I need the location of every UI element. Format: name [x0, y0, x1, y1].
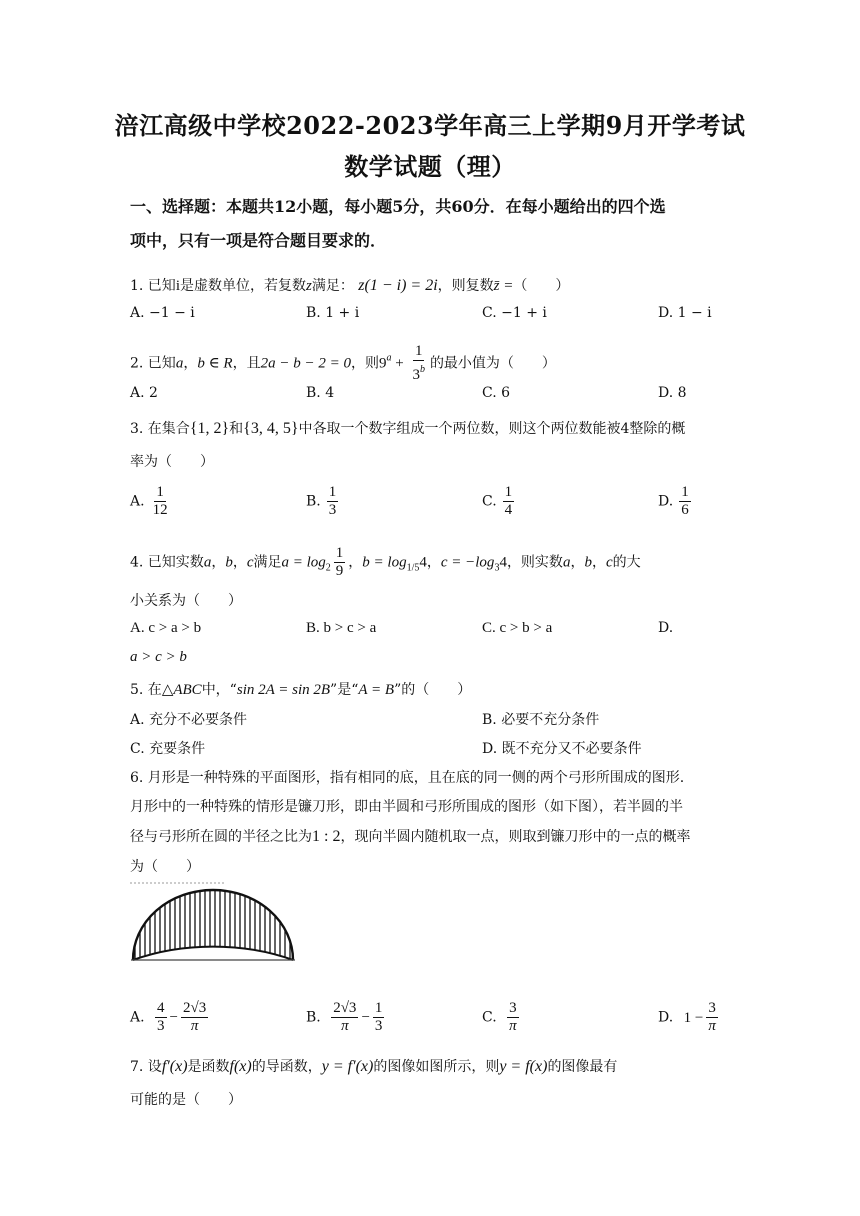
question-6-line1: 6. 月形是一种特殊的平面图形，指有相同的底，且在底的同一侧的两个弓形所围成的图形. [130, 770, 685, 786]
q4-option-a[interactable]: A. c > a > b [130, 620, 202, 636]
q2-option-c[interactable]: C. 6 [482, 385, 511, 401]
q2-option-b[interactable]: B. 4 [306, 385, 335, 401]
q2-base: 9 [378, 355, 387, 372]
q3-option-b-frac [327, 484, 339, 519]
question-3-line1 [130, 418, 685, 438]
q3-option-c-frac [503, 484, 515, 519]
q4-b2: b [584, 554, 592, 571]
q4-c2: c [605, 554, 613, 571]
q5-text-a: 5. 在 [130, 682, 162, 698]
q6-a-minus: − [169, 1009, 178, 1026]
q5-text-c: ”是“ [330, 682, 359, 698]
q4-eq-a-num: 1 [335, 545, 344, 561]
q4-eq-a-den: 9 [335, 563, 344, 579]
q6-c-d1: π [509, 1018, 517, 1034]
q6-option-d-label: D. [658, 1009, 674, 1026]
q2-frac-den-exp: b [419, 364, 425, 375]
q5-triangle: △ABC [161, 682, 202, 698]
q3-option-c[interactable] [482, 484, 517, 519]
q4-sep6: ， [591, 554, 606, 571]
q6-b-n2: 1 [374, 1000, 383, 1016]
q5-eq1: sin 2A = sin 2B [236, 682, 331, 698]
q6-option-c-label: C. [482, 1009, 497, 1026]
q6-c-n1: 3 [509, 1000, 517, 1016]
question-4-line1 [130, 545, 641, 580]
q3-option-a-frac [151, 484, 170, 519]
q2-text-b: ，且 [232, 355, 261, 372]
q2-frac-den-base: 3 [412, 367, 420, 383]
q7-fprime: f′(x) [161, 1058, 188, 1075]
q4-option-b[interactable]: B. b > c > a [306, 620, 377, 636]
q1-text-c: 满足： [311, 278, 354, 294]
q3-set1: {1, 2} [189, 420, 230, 437]
question-7-line2: 可能的是（ ） [130, 1092, 242, 1108]
q4-a: a [203, 554, 212, 571]
q4-sep4: ， [426, 554, 441, 571]
q6-option-c[interactable] [482, 1000, 522, 1035]
q7-text-b: 是函数 [187, 1059, 230, 1075]
q3-set2: {3, 4, 5} [243, 420, 299, 437]
hatching [135, 880, 290, 970]
q7-text-d: 的图像如图所示，则 [373, 1059, 500, 1075]
q7-eq1: y = f′(x) [321, 1058, 374, 1075]
q1-text-d: ，则复数 [437, 278, 494, 294]
q4-text-b: 满足 [253, 554, 282, 571]
q6-a-frac2 [181, 1000, 208, 1035]
q3-a-num: 1 [156, 484, 164, 500]
q6-c-frac [507, 1000, 519, 1035]
q4-eq-b-arg: 4 [419, 554, 427, 571]
q4-eq-b-sub: 1/5 [406, 562, 420, 574]
question-7-line1 [130, 1056, 617, 1076]
q6-a-d2: π [190, 1018, 199, 1034]
q3-option-d-label: D. [658, 493, 674, 510]
q1-option-d[interactable]: D. 1 − i [658, 305, 712, 321]
q1-zbar: z̄ = [493, 278, 514, 294]
q6-line3-a: 径与弓形所在圆的半径之比为 [130, 829, 312, 845]
q6-b-d1: π [341, 1018, 349, 1034]
q1-option-a[interactable]: A. −1 − i [130, 305, 195, 321]
q6-line3-b: ，现向半圆内随机取一点，则取到镰刀形中的一点的概率 [340, 829, 691, 845]
q6-b-d2: 3 [374, 1018, 383, 1034]
q1-option-c[interactable]: C. −1 + i [482, 305, 547, 321]
q2-fraction [410, 343, 427, 384]
q4-text-d: 的大 [612, 554, 641, 571]
q5-option-d[interactable]: D. 既不充分又不必要条件 [482, 741, 642, 757]
q6-a-n2: 2√3 [182, 1000, 207, 1016]
q5-option-b[interactable]: B. 必要不充分条件 [482, 712, 600, 728]
q6-option-d[interactable] [658, 1000, 721, 1035]
q4-eq-a-frac [334, 545, 346, 580]
q3-text-b: 和 [229, 421, 244, 437]
exam-title: 涪江高级中学校2022-2023学年高三上学期9月开学考试 [114, 111, 746, 140]
question-4-line2: 小关系为（ ） [130, 593, 242, 609]
q6-d-n1: 3 [708, 1000, 716, 1016]
q4-option-c[interactable]: C. c > b > a [482, 620, 553, 636]
question-6-line3 [130, 826, 690, 846]
q6-b-minus: − [361, 1009, 370, 1026]
q7-text-c: 的导函数， [251, 1059, 322, 1075]
q4-option-d-content[interactable]: a > c > b [130, 649, 187, 665]
q1-option-b[interactable]: B. 1 + i [306, 305, 360, 321]
q2-text-a: 2. 已知 [130, 355, 176, 372]
q3-b-num: 1 [328, 484, 337, 500]
q3-d-den: 6 [681, 502, 689, 518]
question-3-line2: 率为（ ） [130, 454, 214, 470]
q4-eq-c-sub: 3 [494, 562, 500, 574]
q3-option-a[interactable] [130, 484, 173, 519]
section-heading-line2: 项中，只有一项是符合题目要求的． [130, 231, 387, 250]
question-2 [130, 343, 556, 384]
q2-paren: （ ） [499, 355, 556, 372]
q6-option-b-label: B. [306, 1009, 321, 1026]
q4-sep5: ， [570, 554, 585, 571]
q5-option-c[interactable]: C. 充要条件 [130, 741, 206, 757]
q4-text-a: 4. 已知实数 [130, 554, 204, 571]
q5-text-d: ”的（ ） [394, 682, 472, 698]
section-heading-line1: 一、选择题：本题共12小题，每小题5分，共60分．在每小题给出的四个选 [130, 197, 666, 216]
question-6-line4: 为（ ） [130, 859, 200, 875]
q1-paren: （ ） [513, 278, 570, 294]
q6-option-b[interactable] [306, 1000, 387, 1035]
q3-c-den: 4 [504, 502, 513, 518]
q2-exp: a [386, 352, 392, 364]
q6-option-a-label: A. [130, 1009, 145, 1026]
q3-option-b-label: B. [306, 493, 321, 510]
q2-b: b ∈ R [197, 355, 233, 372]
q1-text-b: 是虚数单位，若复数 [179, 278, 306, 294]
q6-a-n1: 4 [157, 1000, 165, 1016]
q3-option-b[interactable] [306, 484, 341, 519]
q4-eq-b: b = log [362, 554, 407, 571]
q5-option-a[interactable]: A. 充分不必要条件 [130, 712, 248, 728]
q3-b-den: 3 [328, 502, 337, 518]
q4-eq-a-sub: 2 [325, 562, 331, 574]
q4-sep2: ， [232, 554, 247, 571]
q6-d-pre: 1 − [683, 1009, 704, 1026]
q6-b-frac2 [373, 1000, 385, 1035]
q4-eq-a: a = log [281, 554, 326, 571]
q7-f: f(x) [229, 1058, 252, 1075]
q2-a: a [175, 355, 184, 372]
q4-eq-c-arg: 4 [499, 554, 507, 571]
q6-b-n1: 2√3 [333, 1000, 357, 1016]
q1-text-a: 1. 已知 [130, 278, 176, 294]
q3-text-c: 中各取一个数字组成一个两位数，则这个两位数能被4整除的概 [298, 421, 686, 437]
q1-z: z [305, 278, 312, 294]
q3-option-c-label: C. [482, 493, 497, 510]
q3-c-num: 1 [504, 484, 513, 500]
q2-text-c: ，则 [350, 355, 379, 372]
q7-text-e: 的图像最有 [547, 1059, 618, 1075]
sickle-figure [128, 880, 298, 976]
q6-d-d1: π [708, 1018, 716, 1034]
q4-eq-c: c = −log [440, 554, 495, 571]
q6-b-frac1 [331, 1000, 358, 1035]
q2-frac-den [410, 361, 427, 384]
q4-c: c [246, 554, 254, 571]
q1-equation: z(1 − i) = 2i [358, 277, 438, 294]
q2-option-a[interactable]: A. 2 [130, 385, 158, 401]
q3-option-a-label: A. [130, 493, 145, 510]
q7-text-a: 7. 设 [130, 1059, 162, 1075]
q2-plus: + [391, 355, 408, 372]
q4-sep1: ， [211, 554, 226, 571]
segment-arc [133, 947, 293, 960]
question-5 [130, 679, 471, 699]
q3-text-a: 3. 在集合 [130, 421, 190, 437]
q2-equation: 2a − b − 2 = 0 [260, 355, 351, 372]
question-6-line2: 月形中的一种特殊的情形是镰刀形，即由半圆和弓形所围成的图形（如下图），若半圆的半 [130, 799, 683, 815]
q3-option-d[interactable] [658, 484, 694, 519]
q1-i: i [175, 278, 180, 294]
q6-d-frac [706, 1000, 718, 1035]
q5-eq2: A = B [358, 682, 395, 698]
q6-option-a[interactable] [130, 1000, 211, 1035]
q3-option-d-frac [679, 484, 691, 519]
exam-subtitle: 数学试题（理） [344, 152, 516, 181]
q4-option-d[interactable]: D. [658, 620, 674, 636]
q2-sep: ， [183, 355, 198, 372]
q5-text-b: 中，“ [201, 682, 237, 698]
q6-a-d1: 3 [157, 1018, 165, 1034]
q3-a-den: 12 [152, 502, 168, 518]
q4-sep3: ， [348, 554, 363, 571]
q4-a2: a [562, 554, 571, 571]
q7-eq2: y = f(x) [499, 1058, 548, 1075]
q4-b: b [225, 554, 233, 571]
semicircle-arc [133, 890, 293, 960]
q3-d-num: 1 [681, 484, 689, 500]
q6-ratio: 1 : 2 [312, 828, 341, 845]
question-1 [130, 275, 569, 295]
q2-option-d[interactable]: D. 8 [658, 385, 687, 401]
q2-text-d: 的最小值为 [429, 355, 500, 372]
q2-frac-num: 1 [414, 343, 423, 359]
q6-a-frac1 [155, 1000, 167, 1035]
q4-text-c: ，则实数 [506, 554, 563, 571]
